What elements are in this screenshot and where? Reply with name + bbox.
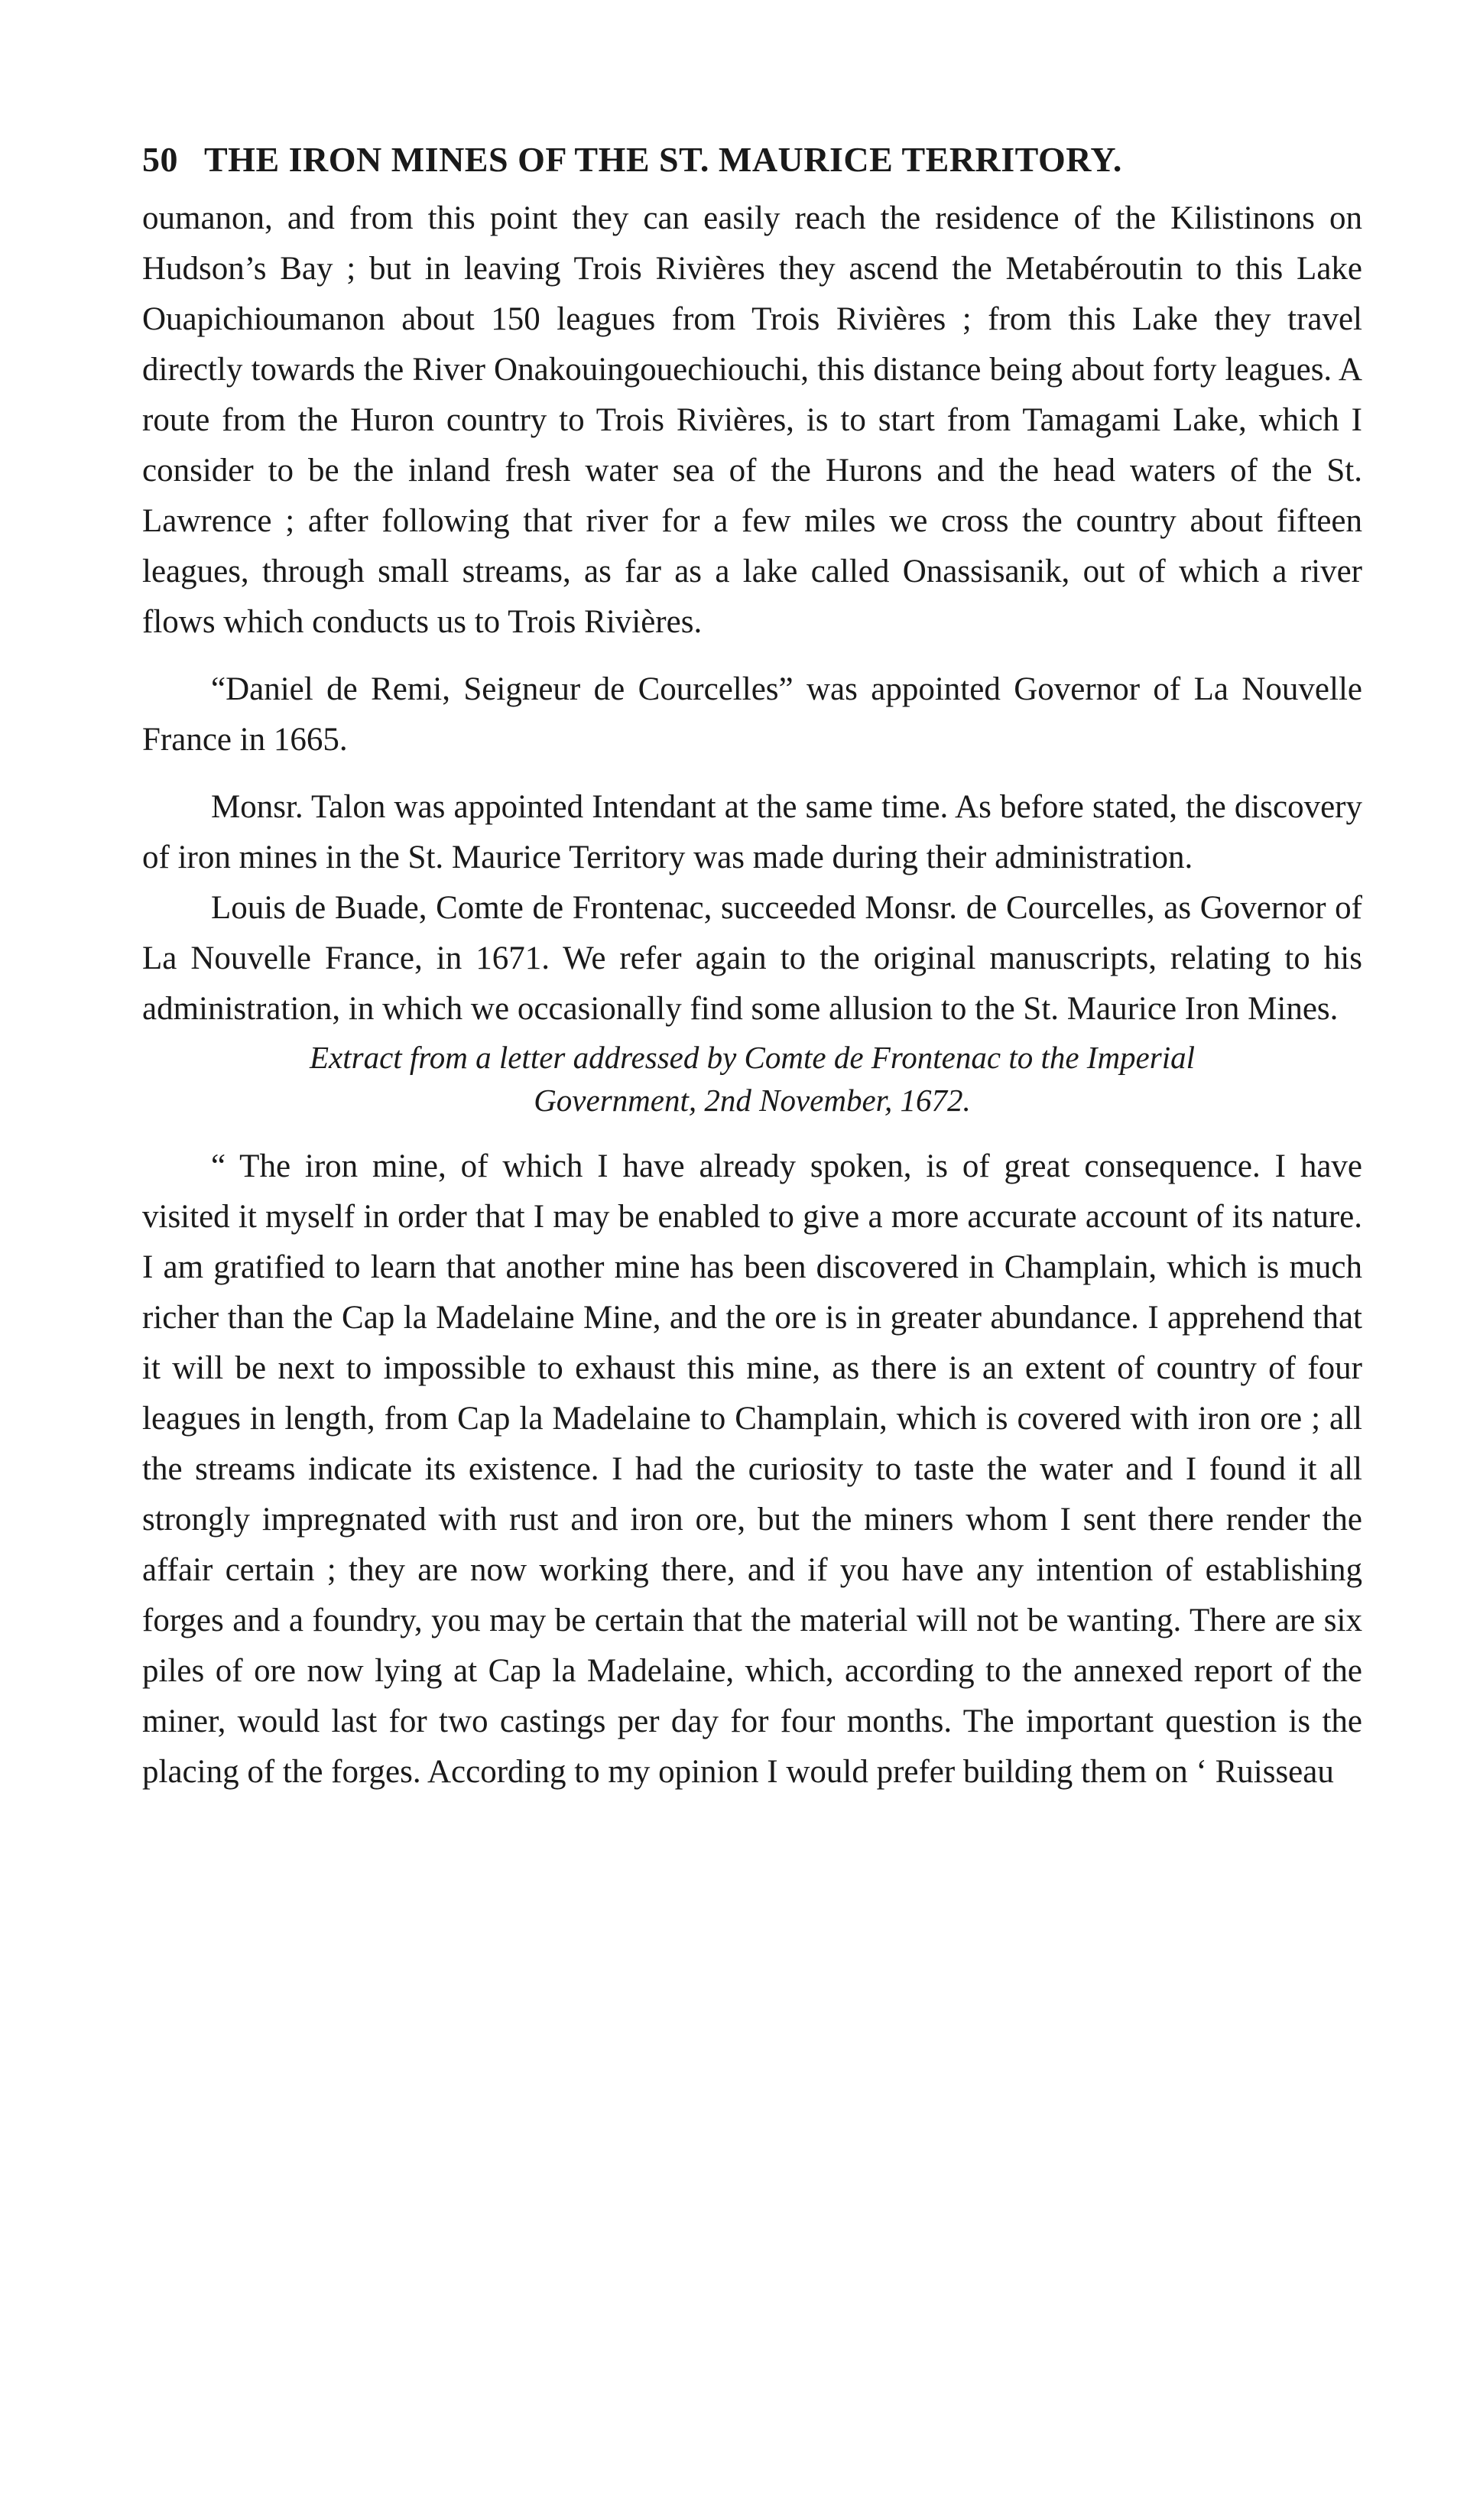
caption-line-2: Government, 2nd November, 1672. [534,1083,971,1118]
book-page [142,139,1362,1797]
caption-line-1: Extract from a letter addressed by Comte de Frontenac to the Imperial [309,1040,1195,1075]
paragraph-letter-quote: “ The iron mine, of which I have already spoken, is of great consequence. I have visited it myself in order that I may be enabled to give a more accurate account of its nature. I am gratified to learn that another mine has been discovered in Champlain, which is much richer than the Cap la Madelaine Mine, and the ore is in greater abundance. I apprehend that it will be next to impossible to exhaust this mine, as there is an extent of country of four leagues in length, from Cap la Madelaine to Champlain, which is covered with iron ore ; all the streams indicate its existence. I had the curiosity to taste the water and I found it all strongly impregnated with rust and iron ore, but the miners whom I sent there render the affair certain ; they are now working there, and if you have any intention of establishing forges and a foundry, you may be certain that the material will not be wanting. There are six piles of ore now lying at Cap la Madelaine, which, according to the annexed report of the miner, would last for two castings per day for four months. The important question is the placing of the forges. According to my opinion I would prefer building them on ‘ Ruisseau [142,1148,1362,1790]
paragraph-route-description: oumanon, and from this point they can easily reach the residence of the Kilistinons on Hudson’s Bay ; but in leaving Trois Rivières they ascend the Metabéroutin to this Lake Ouapichioumanon about 150 leagues from Trois Rivières ; from this Lake they travel directly towards the River Onakouingouechiouchi, this distance being about forty leagues. A route from the Huron country to Trois Rivières, is to start from Tamagami Lake, which I consider to be the inland fresh water sea of the Hurons and the head waters of the St. Lawrence ; after following that river for a few miles we cross the country about fifteen leagues, through small streams, as far as a lake called Onassisanik, out of which a river flows which conducts us to Trois Rivières. [142,200,1362,640]
paragraph-courcelles: “Daniel de Remi, Seigneur de Courcelles” was appointed Governor of La Nouvelle France in 1665. [142,671,1362,758]
page-number: 50 [142,140,178,179]
paragraph-talon: Monsr. Talon was appointed Intendant at the same time. As before stated, the discovery of iron mines in the St. Maurice Territory was made during their administration. [142,789,1362,875]
paragraph-frontenac: Louis de Buade, Comte de Frontenac, succeeded Monsr. de Courcelles, as Governor of La Nouvelle France, in 1671. We refer again to the original manuscripts, relating to his administration, in which we occasionally find some allusion to the St. Maurice Iron Mines. [142,890,1362,1027]
extract-caption [142,1036,1362,1122]
running-title: THE IRON MINES OF THE ST. MAURICE TERRITORY. [204,140,1122,179]
running-head [142,139,1362,180]
